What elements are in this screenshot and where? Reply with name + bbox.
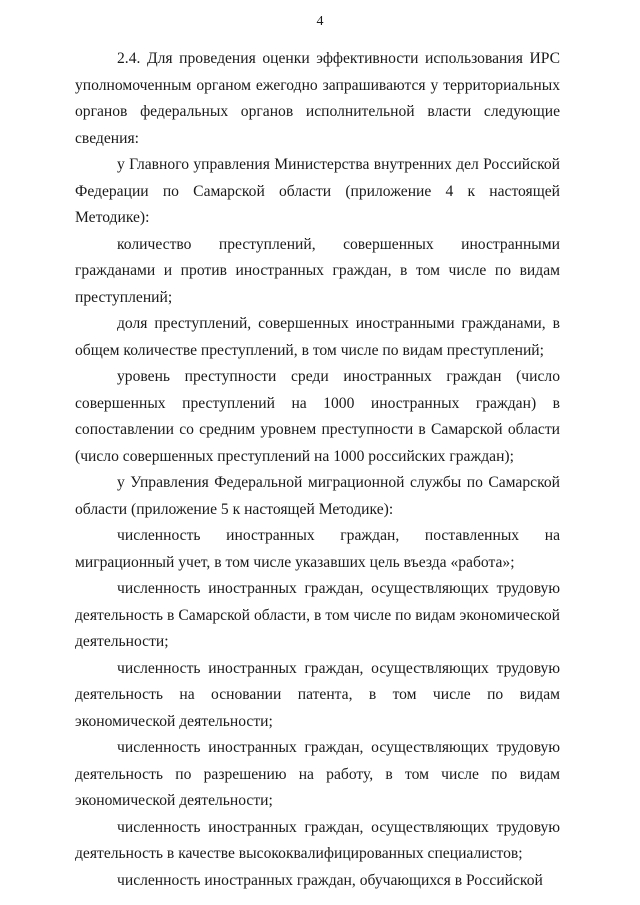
paragraph-labor-permit: численность иностранных граждан, осуществляющих трудовую деятельность по разрешению на работу, в том числе по видам экономической деятельности; <box>75 739 560 809</box>
paragraph-migration-registration: численность иностранных граждан, поставленных на миграционный учет, в том числе указавших цель въезда «работа»; <box>75 527 560 571</box>
document-body <box>75 46 560 894</box>
paragraph-labor-samara: численность иностранных граждан, осуществляющих трудовую деятельность в Самарской области, в том числе по видам экономической деятельности; <box>75 580 560 650</box>
paragraph-crime-level: уровень преступности среди иностранных граждан (число совершенных преступлений на 1000 иностранных граждан) в сопоставлении со средним уровнем преступности в Самарской области (число совершенных преступлений на 1000 российских граждан); <box>75 368 560 465</box>
page-number: 4 <box>316 14 324 29</box>
paragraph-students: численность иностранных граждан, обучающихся в Российской <box>117 871 543 889</box>
paragraph-fms-source: у Управления Федеральной миграционной службы по Самарской области (приложение 5 к настоящей Методике): <box>75 474 560 518</box>
paragraph-crime-share: доля преступлений, совершенных иностранными гражданами, в общем количестве преступлений, в том числе по видам преступлений; <box>75 315 560 359</box>
paragraph-labor-highly-qualified: численность иностранных граждан, осуществляющих трудовую деятельность в качестве высококвалифицированных специалистов; <box>75 818 560 862</box>
paragraph-labor-patent: численность иностранных граждан, осуществляющих трудовую деятельность на основании патента, в том числе по видам экономической деятельности; <box>75 659 560 730</box>
paragraph-mvd-source: у Главного управления Министерства внутренних дел Российской Федерации по Самарской области (приложение 4 к настоящей Методике): <box>75 156 560 226</box>
paragraph-crime-count: количество преступлений, совершенных иностранными гражданами и против иностранных граждан, в том числе по видам преступлений; <box>75 235 560 306</box>
paragraph-2-4-intro: 2.4. Для проведения оценки эффективности использования ИРС уполномоченным органом ежегодно запрашиваются у территориальных органов федеральных органов исполнительной власти следующие сведения: <box>75 50 560 147</box>
